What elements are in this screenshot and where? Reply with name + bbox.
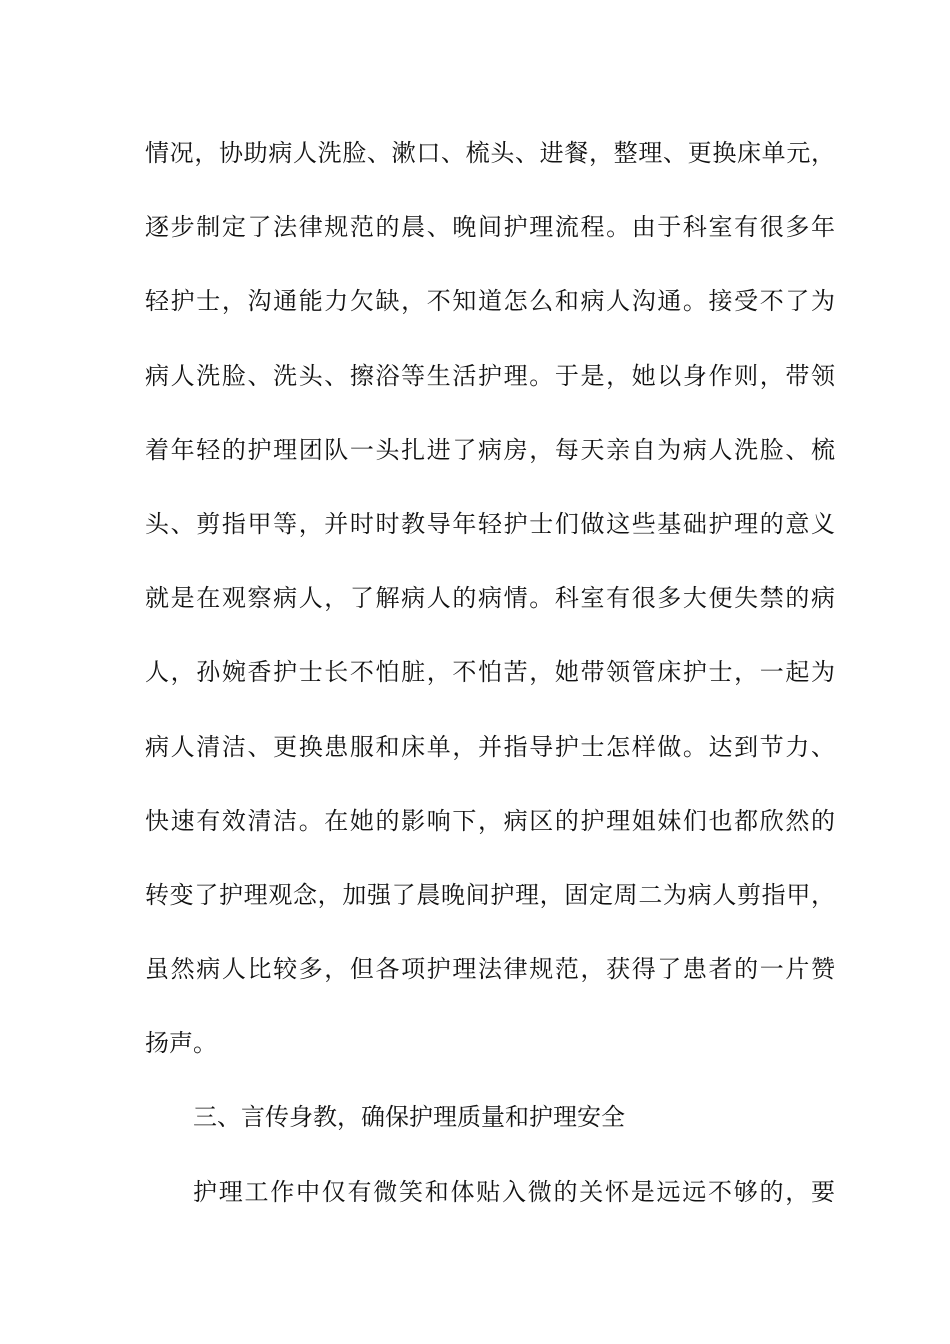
text-line-6: 头、剪指甲等，并时时教导年轻护士们做这些基础护理的意义 bbox=[145, 509, 835, 538]
text-line-9: 病人清洁、更换患服和床单，并指导护士怎样做。达到节力、 bbox=[145, 732, 835, 761]
text-line-1: 情况，协助病人洗脸、漱口、梳头、进餐，整理、更换床单元， bbox=[145, 139, 835, 167]
text-line-11: 转变了护理观念，加强了晨晚间护理，固定周二为病人剪指甲， bbox=[145, 880, 835, 909]
body-text bbox=[145, 128, 835, 1241]
text-line-10: 快速有效清洁。在她的影响下，病区的护理姐妹们也都欣然的 bbox=[145, 806, 835, 835]
text-line-2: 逐步制定了法律规范的晨、晚间护理流程。由于科室有很多年 bbox=[145, 213, 835, 242]
text-line-5: 着年轻的护理团队一头扎进了病房，每天亲自为病人洗脸、梳 bbox=[145, 435, 835, 464]
section-heading: 三、言传身教，确保护理质量和护理安全 bbox=[193, 1103, 625, 1132]
text-line-4: 病人洗脸、洗头、擦浴等生活护理。于是，她以身作则，带领 bbox=[145, 361, 835, 390]
text-line-8: 人，孙婉香护士长不怕脏，不怕苦，她带领管床护士，一起为 bbox=[145, 658, 835, 687]
text-line-3: 轻护士，沟通能力欠缺，不知道怎么和病人沟通。接受不了为 bbox=[145, 287, 835, 316]
text-line-12: 虽然病人比较多，但各项护理法律规范，获得了患者的一片赞 bbox=[145, 955, 835, 984]
text-line-7: 就是在观察病人，了解病人的病情。科室有很多大便失禁的病 bbox=[145, 584, 835, 613]
text-line-13: 扬声。 bbox=[145, 1029, 217, 1058]
text-line-15: 护理工作中仅有微笑和体贴入微的关怀是远远不够的，要 bbox=[193, 1177, 835, 1206]
